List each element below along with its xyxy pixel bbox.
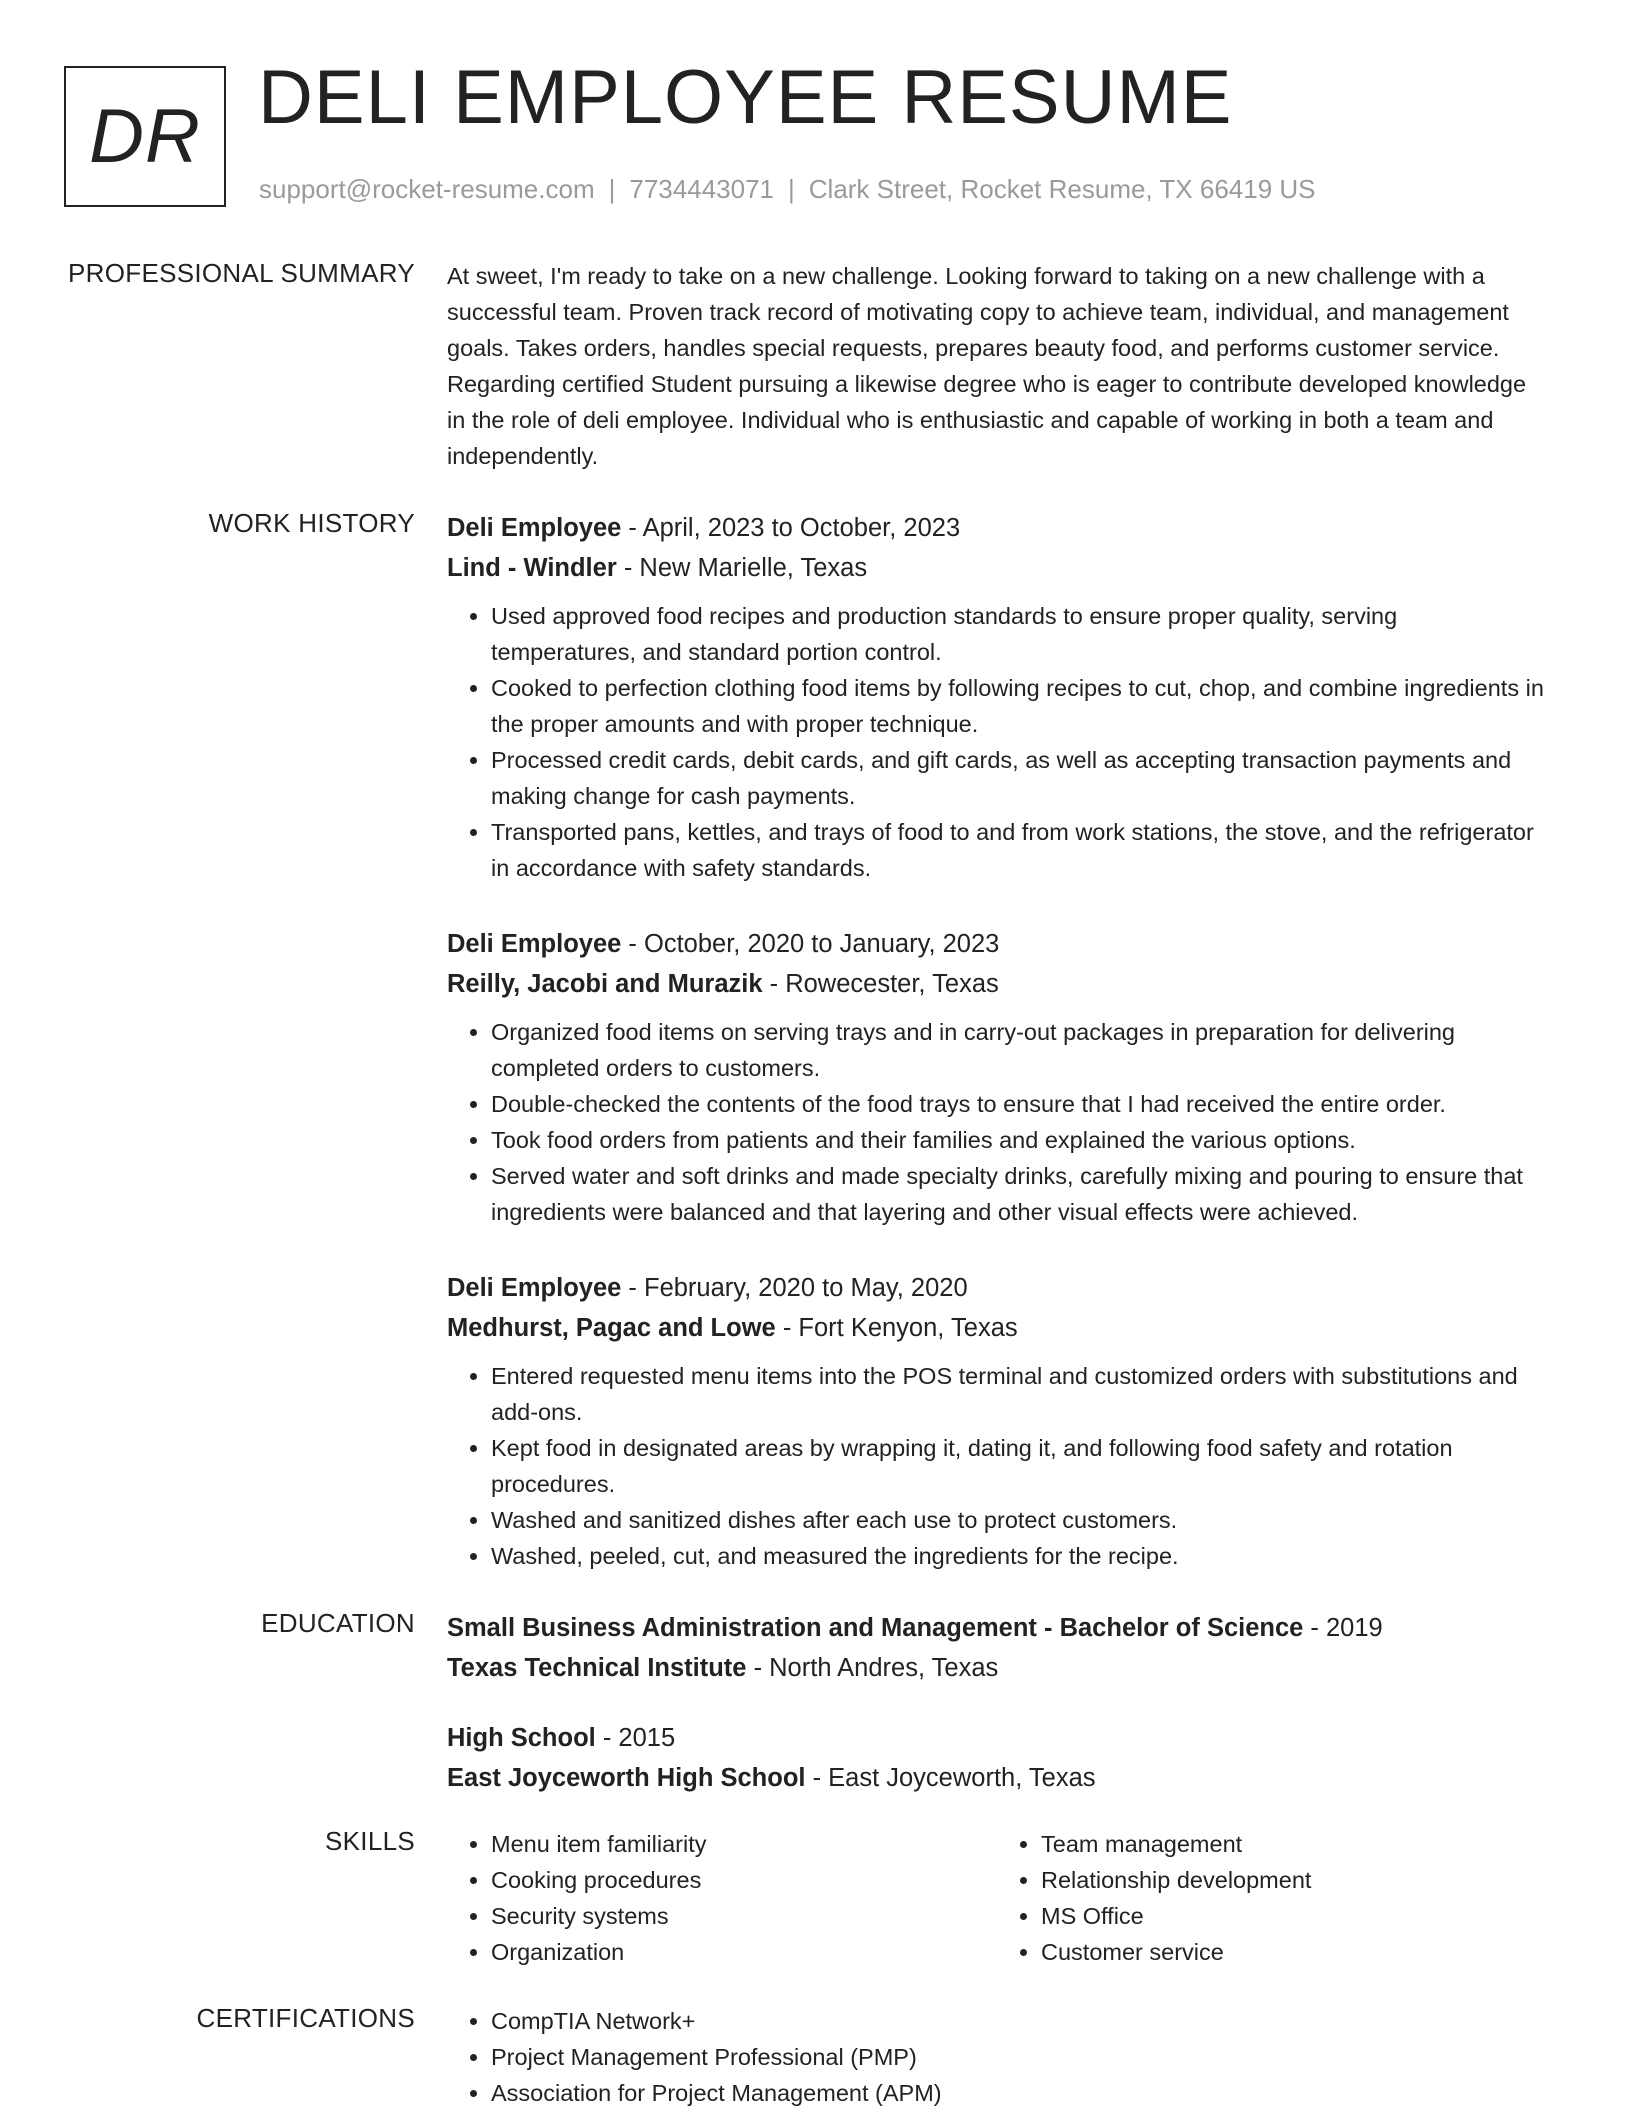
skill-item: • Cooking procedures xyxy=(491,1862,967,1898)
section-label-summary: PROFESSIONAL SUMMARY xyxy=(68,258,415,288)
list-item: • Washed and sanitized dishes after each use to protect customers. xyxy=(491,1502,1547,1538)
job-company-line xyxy=(447,548,1547,588)
list-item: • Organized food items on serving trays and in carry-out packages in preparation for delivering completed orders to customers. xyxy=(491,1014,1547,1086)
contact-separator: | xyxy=(788,174,795,204)
section-label-education: EDUCATION xyxy=(261,1608,415,1638)
skills-list-right xyxy=(997,1826,1517,1970)
skill-item: • Customer service xyxy=(1041,1934,1517,1970)
certifications-list xyxy=(447,2003,1547,2111)
job-title: Deli Employee xyxy=(447,1274,622,1302)
contact-separator: | xyxy=(608,174,616,204)
list-item: • Served water and soft drinks and made specialty drinks, carefully mixing and pouring to ensure that ingredients were balanced and that layering and other visual effects were achieved. xyxy=(491,1158,1547,1230)
job-company-line xyxy=(447,964,1547,1004)
contact-address: Clark Street, Rocket Resume, TX 66419 US xyxy=(808,174,1316,204)
education-location: - North Andres, Texas xyxy=(746,1654,999,1682)
list-item: • Washed, peeled, cut, and measured the ingredients for the recipe. xyxy=(491,1538,1547,1574)
certifications-body xyxy=(447,2003,1547,2111)
skill-item: • MS Office xyxy=(1041,1898,1517,1934)
job-title: Deli Employee xyxy=(447,514,622,542)
section-label-skills: SKILLS xyxy=(325,1826,415,1856)
education-degree-line xyxy=(447,1608,1547,1648)
job-entry xyxy=(447,1268,1547,1574)
contact-email: support@rocket-resume.com xyxy=(259,174,595,204)
education-school-line xyxy=(447,1648,1547,1688)
list-item: • Processed credit cards, debit cards, and gift cards, as well as accepting transaction payments and making change for cash payments. xyxy=(491,742,1547,814)
job-dates: - February, 2020 to May, 2020 xyxy=(621,1274,968,1302)
job-location: - Fort Kenyon, Texas xyxy=(775,1314,1018,1342)
job-location: - Rowecester, Texas xyxy=(762,970,999,998)
education-degree-line xyxy=(447,1718,1547,1758)
contact-line xyxy=(259,174,1316,205)
job-title: Deli Employee xyxy=(447,930,622,958)
list-item: • Transported pans, kettles, and trays of food to and from work stations, the stove, and the refrigerator in accordance with safety standards. xyxy=(491,814,1547,886)
skill-item: • Organization xyxy=(491,1934,967,1970)
education-entry xyxy=(447,1608,1547,1688)
job-title-line xyxy=(447,924,1547,964)
skill-item: • Menu item familiarity xyxy=(491,1826,967,1862)
education-degree: High School xyxy=(447,1724,596,1752)
education-year: - 2019 xyxy=(1303,1614,1383,1642)
skill-item: • Relationship development xyxy=(1041,1862,1517,1898)
job-entry xyxy=(447,508,1547,886)
list-item: • Used approved food recipes and production standards to ensure proper quality, serving temperatures, and standard portion control. xyxy=(491,598,1547,670)
job-title-line xyxy=(447,508,1547,548)
list-item: • Double-checked the contents of the food trays to ensure that I had received the entire order. xyxy=(491,1086,1547,1122)
job-company: Reilly, Jacobi and Murazik xyxy=(447,970,763,998)
job-bullets xyxy=(447,1014,1547,1230)
education-school: Texas Technical Institute xyxy=(447,1654,747,1682)
job-company-line xyxy=(447,1308,1547,1348)
summary-body xyxy=(447,258,1547,474)
skill-item: • Security systems xyxy=(491,1898,967,1934)
education-location: - East Joyceworth, Texas xyxy=(805,1764,1096,1792)
certification-item: • Project Management Professional (PMP) xyxy=(491,2039,1547,2075)
resume-title: DELI EMPLOYEE RESUME xyxy=(258,55,1233,140)
job-dates: - April, 2023 to October, 2023 xyxy=(621,514,961,542)
summary-text: At sweet, I'm ready to take on a new challenge. Looking forward to taking on a new challenge with a successful team. Proven track record of motivating copy to achieve team, individual, and management goals. Takes orders, handles special requests, prepares beauty food, and performs customer service. Regarding certified Student pursuing a likewise degree who is eager to contribute developed knowledge in the role of deli employee. Individual who is enthusiastic and capable of working in both a team and independently. xyxy=(447,263,1527,469)
job-bullets xyxy=(447,598,1547,886)
section-label-work-history: WORK HISTORY xyxy=(208,508,415,538)
contact-phone: 7734443071 xyxy=(629,174,774,204)
list-item: • Cooked to perfection clothing food items by following recipes to cut, chop, and combine ingredients in the proper amounts and with proper technique. xyxy=(491,670,1547,742)
list-item: • Entered requested menu items into the POS terminal and customized orders with substitutions and add-ons. xyxy=(491,1358,1547,1430)
monogram-logo: DR xyxy=(64,66,226,207)
job-dates: - October, 2020 to January, 2023 xyxy=(621,930,1000,958)
job-location: - New Marielle, Texas xyxy=(616,554,868,582)
section-label-certifications: CERTIFICATIONS xyxy=(196,2003,415,2033)
list-item: • Took food orders from patients and their families and explained the various options. xyxy=(491,1122,1547,1158)
job-title-line xyxy=(447,1268,1547,1308)
certification-item: • CompTIA Network+ xyxy=(491,2003,1547,2039)
education-entry xyxy=(447,1718,1547,1798)
education-school: East Joyceworth High School xyxy=(447,1764,806,1792)
job-company: Medhurst, Pagac and Lowe xyxy=(447,1314,776,1342)
skills-column-right xyxy=(997,1826,1517,1970)
certification-item: • Association for Project Management (APM) xyxy=(491,2075,1547,2111)
list-item: • Kept food in designated areas by wrapping it, dating it, and following food safety and rotation procedures. xyxy=(491,1430,1547,1502)
skill-item: • Team management xyxy=(1041,1826,1517,1862)
education-year: - 2015 xyxy=(595,1724,676,1752)
skills-list-left xyxy=(447,1826,967,1970)
education-degree: Small Business Administration and Management - Bachelor of Science xyxy=(447,1614,1304,1642)
skills-column-left xyxy=(447,1826,967,1970)
education-school-line xyxy=(447,1758,1547,1798)
job-bullets xyxy=(447,1358,1547,1574)
job-company: Lind - Windler xyxy=(447,554,617,582)
job-entry xyxy=(447,924,1547,1230)
